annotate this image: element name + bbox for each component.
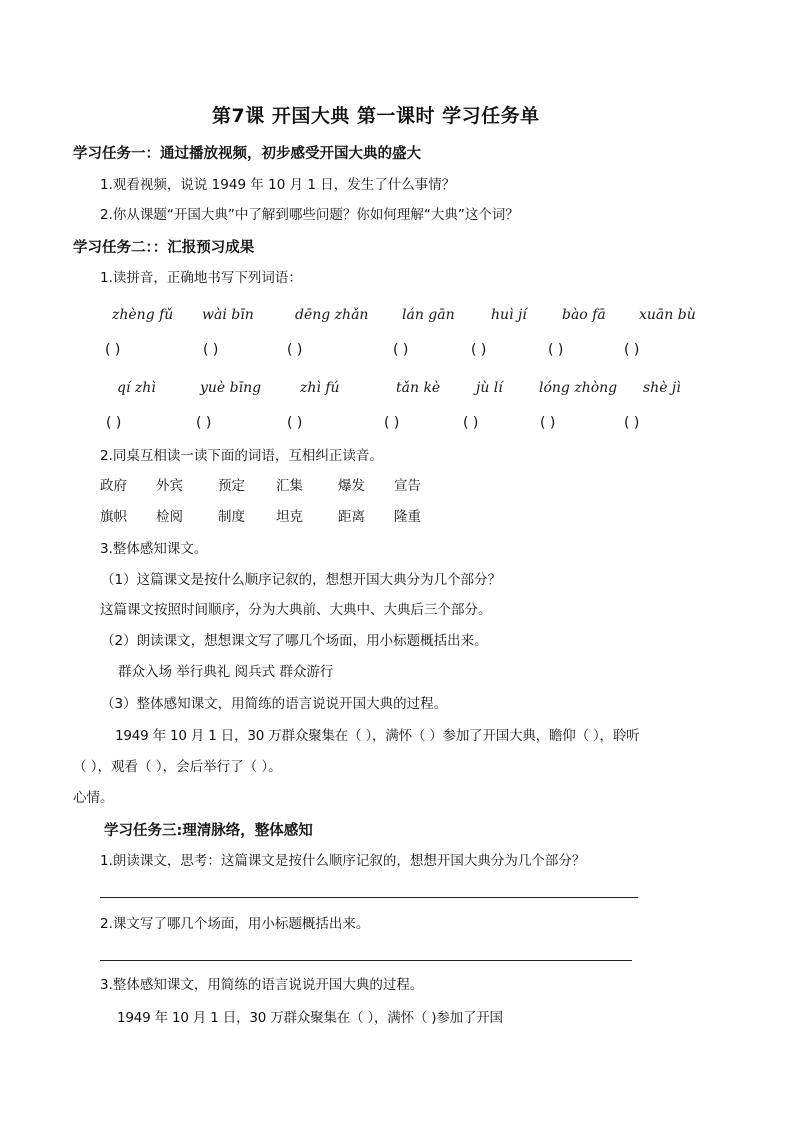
pinyin-item: dēng zhǎn <box>295 307 369 323</box>
pinyin-item: zhì fú <box>300 380 340 396</box>
vocab-word: 检阅 <box>156 509 183 525</box>
vocab-word: 政府 <box>100 478 127 494</box>
pinyin-item: jù lí <box>476 380 503 396</box>
task3-question-3: 3.整体感知课文，用简练的语言说说开国大典的过程。 <box>100 977 424 993</box>
pinyin-item: xuān bù <box>639 307 696 323</box>
vocab-word: 制度 <box>218 509 245 525</box>
task3-question-1: 1.朗读课文，思考：这篇课文是按什么顺序记叙的，想想开国大典分为几个部分？ <box>100 853 586 869</box>
answer-line[interactable] <box>100 897 638 898</box>
vocab-word: 坦克 <box>276 509 303 525</box>
vocab-word: 汇集 <box>276 478 303 494</box>
answer-blank[interactable]: ( ) <box>196 415 212 431</box>
vocab-word: 预定 <box>218 478 245 494</box>
task2-fill-sentence-2: （ ），观看（ ），会后举行了（ ）。 <box>73 759 282 775</box>
task1-question-2: 2.你从课题“开国大典”中了解到哪些问题？你如何理解“大典”这个词？ <box>100 207 519 223</box>
answer-blank[interactable]: ( ) <box>287 415 303 431</box>
task2-sub-answer-2: 群众入场 举行典礼 阅兵式 群众游行 <box>118 664 334 680</box>
task3-heading: 学习任务三:理清脉络，整体感知 <box>104 823 313 839</box>
vocab-word: 旗帜 <box>100 509 127 525</box>
pinyin-item: shè jì <box>643 380 681 396</box>
pinyin-item: qí zhì <box>117 380 156 396</box>
answer-blank[interactable]: ( ) <box>287 342 303 358</box>
answer-line[interactable] <box>100 960 632 961</box>
pinyin-item: wài bīn <box>202 307 254 323</box>
pinyin-item: bào fā <box>562 307 606 323</box>
pinyin-item: tǎn kè <box>396 380 441 396</box>
pinyin-item: lán gān <box>402 307 455 323</box>
answer-blank[interactable]: ( ) <box>105 342 121 358</box>
vocab-word: 外宾 <box>156 478 183 494</box>
task3-question-2: 2.课文写了哪几个场面，用小标题概括出来。 <box>100 916 370 932</box>
pinyin-item: huì jí <box>491 307 527 323</box>
task2-question-2: 2.同桌互相读一读下面的词语，互相纠正读音。 <box>100 448 383 464</box>
vocab-word: 距离 <box>338 509 365 525</box>
task1-heading: 学习任务一：通过播放视频，初步感受开国大典的盛大 <box>73 146 421 162</box>
task3-fill-sentence: 1949 年 10 月 1 日，30 万群众聚集在（ ），满怀（ )参加了开国 <box>117 1010 503 1026</box>
answer-blank[interactable]: ( ) <box>548 342 564 358</box>
vocab-word: 隆重 <box>394 509 421 525</box>
answer-blank[interactable]: ( ) <box>463 415 479 431</box>
task2-sub-question-3: （3）整体感知课文，用简练的语言说说开国大典的过程。 <box>101 696 448 712</box>
page-title: 第7课 开国大典 第一课时 学习任务单 <box>212 105 540 127</box>
answer-blank[interactable]: ( ) <box>540 415 556 431</box>
answer-blank[interactable]: ( ) <box>384 415 400 431</box>
answer-blank[interactable]: ( ) <box>471 342 487 358</box>
pinyin-item: lóng zhòng <box>539 380 618 396</box>
answer-blank[interactable]: ( ) <box>624 342 640 358</box>
task2-heading: 学习任务二：：汇报预习成果 <box>73 240 255 256</box>
vocab-word: 爆发 <box>338 478 365 494</box>
task2-question-3: 3.整体感知课文。 <box>100 541 208 557</box>
task2-sub-question-1: （1）这篇课文是按什么顺序记叙的，想想开国大典分为几个部分？ <box>101 572 502 588</box>
task2-question-1: 1.读拼音，正确地书写下列词语： <box>100 270 302 286</box>
pinyin-item: zhèng fǔ <box>112 307 174 323</box>
answer-blank[interactable]: ( ) <box>106 415 122 431</box>
task2-sub-answer-1: 这篇课文按照时间顺序，分为大典前、大典中、大典后三个部分。 <box>100 602 492 618</box>
task1-question-1: 1.观看视频，说说 1949 年 10 月 1 日，发生了什么事情？ <box>100 177 456 193</box>
task2-fill-sentence-3: 心情。 <box>73 790 114 806</box>
answer-blank[interactable]: ( ) <box>203 342 219 358</box>
answer-blank[interactable]: ( ) <box>393 342 409 358</box>
task2-sub-question-2: （2）朗读课文，想想课文写了哪几个场面，用小标题概括出来。 <box>101 633 488 649</box>
answer-blank[interactable]: ( ) <box>624 415 640 431</box>
task2-fill-sentence-1: 1949 年 10 月 1 日，30 万群众聚集在（ ），满怀（ ）参加了开国大典，瞻仰（ ），聆听 <box>115 728 640 744</box>
pinyin-item: yuè bīng <box>200 380 262 396</box>
vocab-word: 宣告 <box>394 478 421 494</box>
